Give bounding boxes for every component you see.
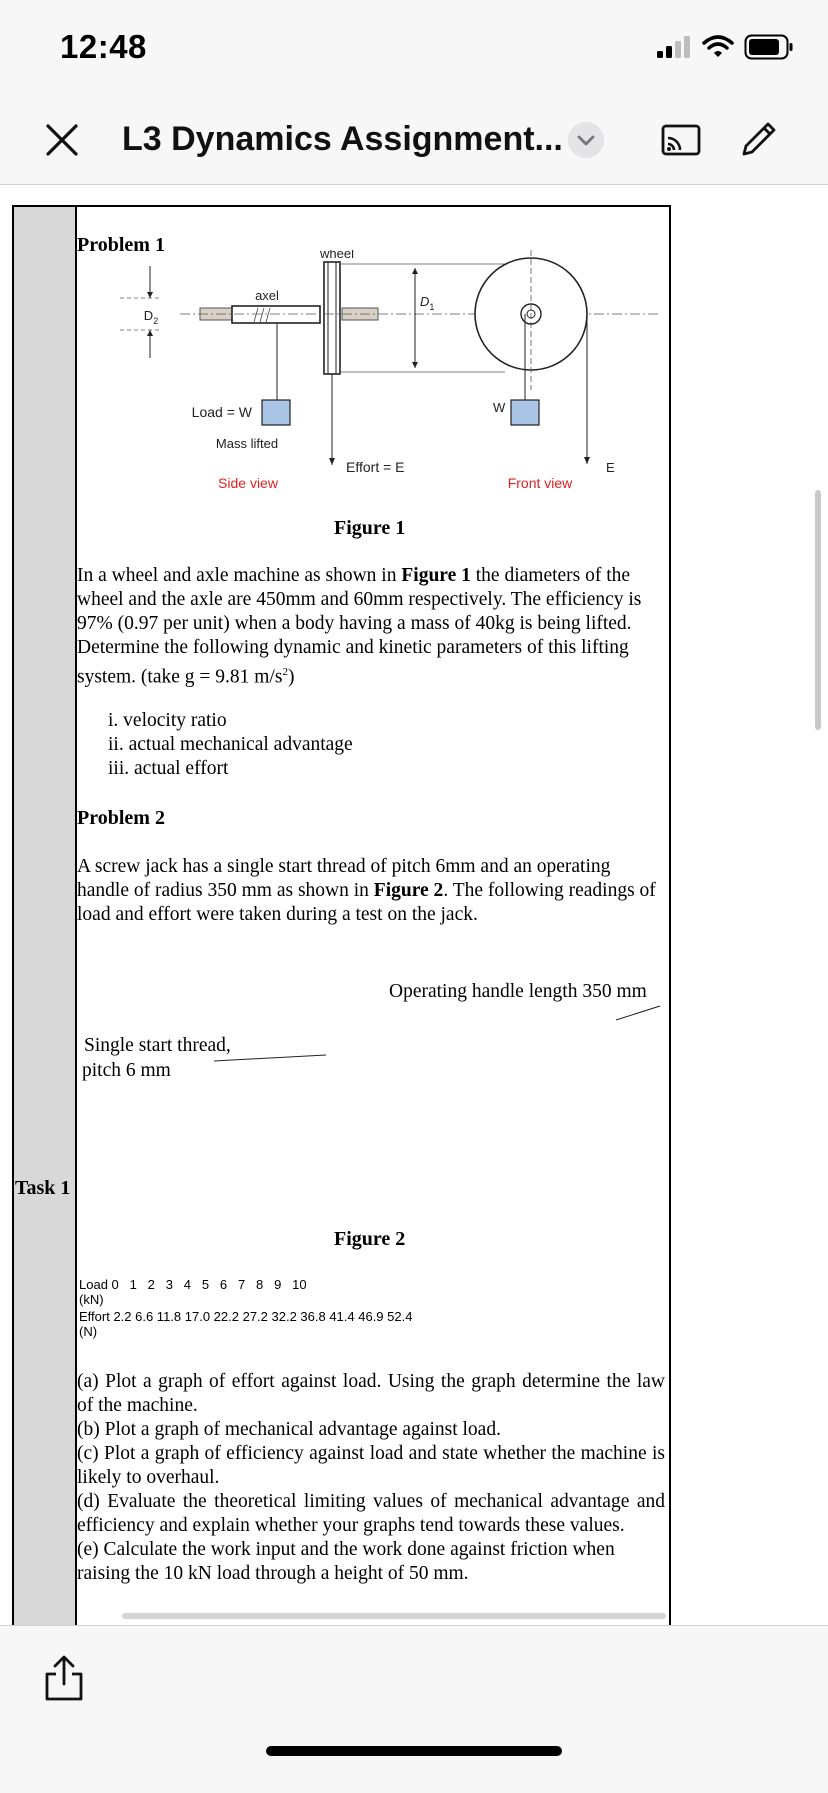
axel-label: axel bbox=[255, 288, 279, 303]
document-view[interactable] bbox=[0, 185, 828, 1625]
figure1-diagram bbox=[120, 250, 660, 500]
table-row: Effort 2.2 6.6 11.8 17.0 22.2 27.2 32.2 36.8 41.4 46.9 52.4 bbox=[79, 1309, 413, 1324]
effort-label: Effort = E bbox=[346, 459, 405, 475]
question-d: (d) Evaluate the theoretical limiting values of mechanical advantage and efficiency and explain whether your graphs tend towards these values. bbox=[77, 1491, 665, 1536]
list-item: iii. actual effort bbox=[108, 758, 229, 779]
question-b: (b) Plot a graph of mechanical advantage against load. bbox=[77, 1419, 501, 1440]
status-icons bbox=[656, 34, 794, 60]
question-c: (c) Plot a graph of efficiency against load and state whether the machine is likely to overhaul. bbox=[77, 1443, 665, 1488]
problem1-list bbox=[108, 709, 353, 781]
chevron-down-icon[interactable] bbox=[568, 122, 604, 158]
figure1-caption: Figure 1 bbox=[334, 517, 406, 539]
load-effort-table bbox=[79, 1277, 412, 1339]
cast-icon[interactable] bbox=[660, 122, 702, 160]
d2-label: $D_2$ bbox=[143, 308, 159, 326]
status-bar bbox=[0, 0, 828, 100]
share-icon[interactable] bbox=[42, 1654, 86, 1702]
task-label: Task 1 bbox=[15, 1177, 71, 1199]
load-label: Load = W bbox=[191, 404, 252, 420]
close-icon[interactable] bbox=[42, 120, 82, 160]
handle-leader-line bbox=[610, 1000, 670, 1024]
thread-label: Single start thread, pitch 6 mm bbox=[82, 1035, 231, 1081]
problem2-questions bbox=[77, 1370, 665, 1586]
mass-lifted-label: Mass lifted bbox=[215, 436, 279, 451]
side-view-label: Side view bbox=[218, 475, 278, 491]
vertical-scrollbar[interactable] bbox=[815, 490, 821, 730]
w-label: W bbox=[493, 400, 506, 415]
table-row: Load 0 1 2 3 4 5 6 7 8 9 10 bbox=[79, 1277, 307, 1292]
document-title: L3 Dynamics Assignment... bbox=[122, 120, 563, 158]
edit-pencil-icon[interactable] bbox=[736, 116, 782, 162]
figure2-caption: Figure 2 bbox=[334, 1228, 406, 1250]
handle-length-label: Operating handle length 350 mm bbox=[389, 981, 647, 1002]
wifi-icon bbox=[702, 35, 734, 59]
e-label: E bbox=[606, 460, 615, 475]
bottom-toolbar bbox=[0, 1625, 828, 1793]
problem1-paragraph: In a wheel and axle machine as shown in Figure 1 the diameters of the wheel and the axle are 450mm and 60mm respectively. The efficiency is 97% (0.97 per unit) when a body having a mass of 40kg is being lifted. Determine the following dynamic and kinetic parameters of this lifting system. (take g = 9.81 $m/s^2$) bbox=[77, 565, 642, 688]
table-label-column bbox=[12, 205, 77, 1625]
d1-label: $D_1$ bbox=[420, 294, 435, 312]
problem1-heading: Problem 1 bbox=[77, 234, 165, 256]
thread-leader-line bbox=[210, 1051, 330, 1067]
table-row: (kN) bbox=[79, 1292, 104, 1307]
home-indicator[interactable] bbox=[266, 1746, 562, 1756]
front-view-label: Front view bbox=[507, 475, 573, 491]
horizontal-scrollbar[interactable] bbox=[122, 1613, 666, 1619]
table-row: (N) bbox=[79, 1324, 98, 1339]
question-e: (e) Calculate the work input and the work done against friction when raising the 10 kN load through a height of 50 mm. bbox=[77, 1539, 615, 1584]
nav-bar bbox=[0, 100, 828, 185]
list-item: ii. actual mechanical advantage bbox=[108, 734, 353, 755]
front-view-assembly bbox=[475, 250, 615, 491]
cellular-signal-icon bbox=[656, 35, 692, 59]
list-item: i. velocity ratio bbox=[108, 710, 227, 731]
status-time: 12:48 bbox=[60, 28, 147, 65]
problem2-paragraph: A screw jack has a single start thread of pitch 6mm and an operating handle of radius 350 mm as shown in Figure 2. The following readings of load and effort were taken during a test on the jack. bbox=[77, 856, 656, 925]
question-a: (a) Plot a graph of effort against load. Using the graph determine the law of the machine. bbox=[77, 1371, 665, 1416]
wheel-label: wheel bbox=[320, 250, 354, 261]
battery-icon bbox=[744, 34, 794, 60]
problem2-heading: Problem 2 bbox=[77, 807, 165, 829]
